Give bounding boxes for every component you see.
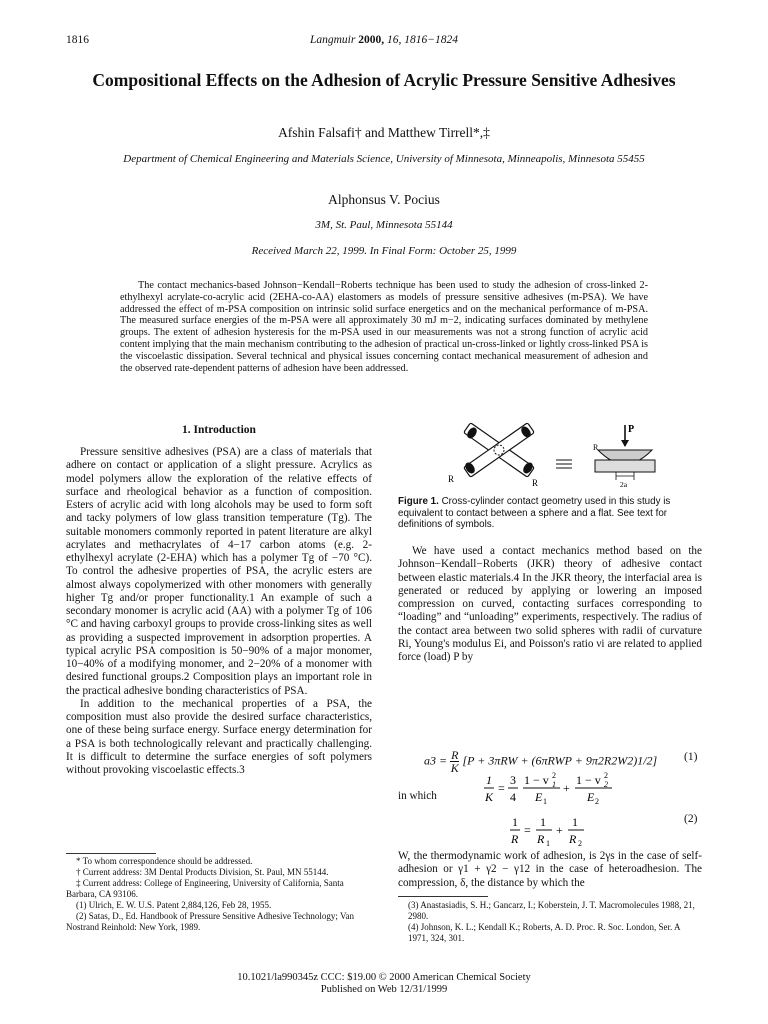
svg-text:+: + [556, 823, 563, 837]
abstract: The contact mechanics-based Johnson−Kendall−Roberts technique has been used to study the adhesion of cross-linked 2-ethylhexyl acrylate-co-acrylic acid (2EHA-co-AA) elastomers as models of pressure sensitive adhesives (m-PSA). We have addressed the effect of m-PSA composition on intrinsic solid surface energetics and on the mechanical performance of m-PSA. The measured surface energies of the m-PSA were all approximately 30 mJ m−2, indicating surfaces dominated by methylene groups. The extent of adhesion hysteresis for the m-PSA used in our measurements was not a strong function of acrylic acid content implying that the main mechanism contributing to the adhesion of practical un-cross-linked or lightly cross-linked PSA is the viscoelastic dissipation. Several technical and physical issues concerning contact mechanical measurement of adhesion and the observed rate-dependent patterns of adhesion have been addressed. [120, 280, 648, 374]
svg-text:K: K [485, 790, 494, 804]
svg-text:2: 2 [552, 771, 556, 780]
sphere-on-flat-illustration [595, 425, 655, 480]
svg-text:1 − v: 1 − v [576, 773, 601, 787]
svg-text:R: R [537, 832, 545, 846]
figure-1-diagram [440, 420, 700, 492]
crossed-cylinders-illustration [463, 423, 534, 478]
introduction-body [66, 446, 372, 777]
journal-name: Langmuir [309, 34, 356, 46]
footnote: (3) Anastasiadis, S. H.; Gancarz, I.; Koberstein, J. T. Macromolecules 1988, 21, 2980. [408, 900, 695, 921]
page-footer [0, 972, 768, 996]
svg-text:R: R [511, 832, 519, 846]
footnotes-left [66, 856, 372, 933]
svg-text:4: 4 [510, 790, 516, 804]
authors-primary: Afshin Falsafi† and Matthew Tirrell*,‡ [278, 125, 490, 140]
label-2a: 2a [620, 480, 628, 489]
figure-1-caption [398, 496, 702, 531]
svg-text:1: 1 [543, 797, 547, 806]
footnote: (4) Johnson, K. L.; Kendall K.; Roberts, A. D. Proc. R. Soc. London, Ser. A 1971, 324, 301. [408, 922, 680, 943]
jkr-theory-body [398, 545, 702, 664]
journal-volume: 16, [386, 34, 402, 46]
article-title: Compositional Effects on the Adhesion of Acrylic Pressure Sensitive Adhesives [92, 70, 676, 90]
caption-text: Cross-cylinder contact geometry used in this study is equivalent to contact between a sphere and a flat. See text for definitions of symbols. [398, 496, 671, 530]
journal-year: 2000, [358, 34, 385, 46]
footnote: ‡ Current address: College of Engineering, University of California, Santa Barbara, CA 93106. [66, 878, 344, 899]
affiliation-primary: Department of Chemical Engineering and Materials Science, University of Minnesota, Minneapolis, Minnesota 55455 [123, 153, 645, 165]
footnote-divider-right [398, 896, 488, 897]
svg-text:1: 1 [546, 839, 550, 848]
equivalence-symbol [556, 460, 572, 468]
svg-text:=: = [498, 781, 505, 795]
label-P: P [628, 424, 635, 435]
svg-text:1: 1 [486, 773, 492, 787]
journal-pages: 1816−1824 [404, 34, 458, 46]
published-date: Published on Web 12/31/1999 [320, 984, 448, 995]
footnote: † Current address: 3M Dental Products Division, St. Paul, MN 55144. [76, 867, 329, 877]
svg-text:1: 1 [552, 780, 556, 789]
intro-paragraph: In addition to the mechanical properties of a PSA, the composition must also provide the desired surface characteristics, one of these being surface energy. Surface energy determination for a PSA is both technologically relevant and practically challenging. It is difficult to determine the surface energies of soft polymers without provoking viscoelastic effects.3 [66, 697, 372, 776]
label-R-right: R [532, 478, 539, 488]
eq1-rhs: [P + 3πRW + (6πRWP + 9π2R2W2)1/2] [462, 753, 658, 768]
received-dates: Received March 22, 1999. In Final Form: October 25, 1999 [251, 245, 517, 257]
footnote: (1) Ulrich, E. W. U.S. Patent 2,884,126, Feb 28, 1955. [76, 900, 272, 910]
section-heading-introduction: 1. Introduction [182, 424, 256, 436]
svg-text:1: 1 [512, 815, 518, 829]
eq1-lhs: a3 = [424, 753, 448, 768]
svg-text:2: 2 [595, 797, 599, 806]
eq1-numerator: R [451, 748, 459, 762]
label-R-left: R [448, 474, 455, 484]
in-which-text: in which [398, 790, 437, 802]
footnote: (2) Satas, D., Ed. Handbook of Pressure Sensitive Adhesive Technology; Van Nostrand Reinhold: New York, 1989. [66, 911, 354, 932]
svg-text:E: E [535, 790, 543, 804]
page-number: 1816 [66, 34, 89, 46]
eq1-denominator: K [450, 761, 459, 775]
body-paragraph: W, the thermodynamic work of adhesion, is 2γs in the case of self-adhesion or γ1 + γ2 − γ12 in the case of heteroadhesion. The compression, δ, the distance by which the [398, 850, 702, 889]
footnotes-right [398, 900, 702, 944]
svg-text:1 − v: 1 − v [524, 773, 549, 787]
svg-text:E: E [587, 790, 595, 804]
affiliation-secondary: 3M, St. Paul, Minnesota 55144 [315, 219, 453, 231]
authors-secondary: Alphonsus V. Pocius [328, 192, 440, 207]
footnote: * To whom correspondence should be addressed. [76, 856, 253, 866]
caption-label: Figure 1. [398, 496, 439, 507]
label-R-sphere: R [593, 443, 599, 452]
journal-reference [0, 34, 768, 46]
svg-text:=: = [524, 823, 531, 837]
svg-text:3: 3 [510, 773, 516, 787]
body-paragraph: We have used a contact mechanics method based on the Johnson−Kendall−Roberts (JKR) theory of adhesive contact between elastic materials.4 In the JKR theory, the interfacial area is generated or reduced by applying or lowering an imposed compression on curved, contacting surfaces corresponding to “loading” and “unloading” experiments, respectively. The radius of the contact area between two solid spheres with radii of curvature Ri, Young's modulus Ei, and Poisson's ratio νi are related to applied force (load) P by [398, 545, 702, 663]
doi-copyright-line: 10.1021/la990345z CCC: $19.00 © 2000 American Chemical Society [237, 972, 531, 983]
equation-2 [480, 758, 640, 858]
eq1-fraction [450, 749, 459, 774]
equation-1-number: (1) [684, 751, 698, 763]
svg-text:2: 2 [604, 780, 608, 789]
equation-2-number: (2) [684, 813, 698, 825]
svg-text:2: 2 [604, 771, 608, 780]
intro-paragraph: Pressure sensitive adhesives (PSA) are a class of materials that adhere on contact or application of a slight pressure. Acrylics as model polymers allow the exploration of the relative effects of surface and rheological behavior as a function of composition. Esters of acrylic acid with long alcohols may be used to form soft and tacky polymers of low glass transition temperature (Tg). The suitable monomers commonly reported in patent literature are alkyl acrylates and methacrylates of 4−17 carbon atoms (e.g. 2-ethylhexyl acrylate (2-EHA) which has a polymer Tg of −70 °C). To control the adhesive properties of PSA, the acrylic esters are almost always copolymerized with other monomers with generally higher Tg and/or proper functionality.1 An example of such a secondary monomer is acrylic acid (AA) with a polymer Tg of 106 °C and having carboxyl groups to provide cross-linking sites as well as providing a suspected improvement in adsorption properties. A typical acrylic PSA composition is 50−90% of a major monomer, 10−40% of a modifying monomer, and 2−20% of a monomer with desired functional groups.2 Composition plays an important role in the practical adhesive bonding characteristics of PSA. [66, 446, 372, 697]
svg-text:1: 1 [540, 815, 546, 829]
eq2-line1 [484, 771, 612, 806]
svg-text:2: 2 [578, 839, 582, 848]
work-of-adhesion-body [398, 850, 702, 890]
svg-text:R: R [569, 832, 577, 846]
svg-text:+: + [563, 781, 570, 795]
svg-text:1: 1 [572, 815, 578, 829]
footnote-divider [66, 853, 156, 854]
eq2-line2 [510, 815, 584, 848]
